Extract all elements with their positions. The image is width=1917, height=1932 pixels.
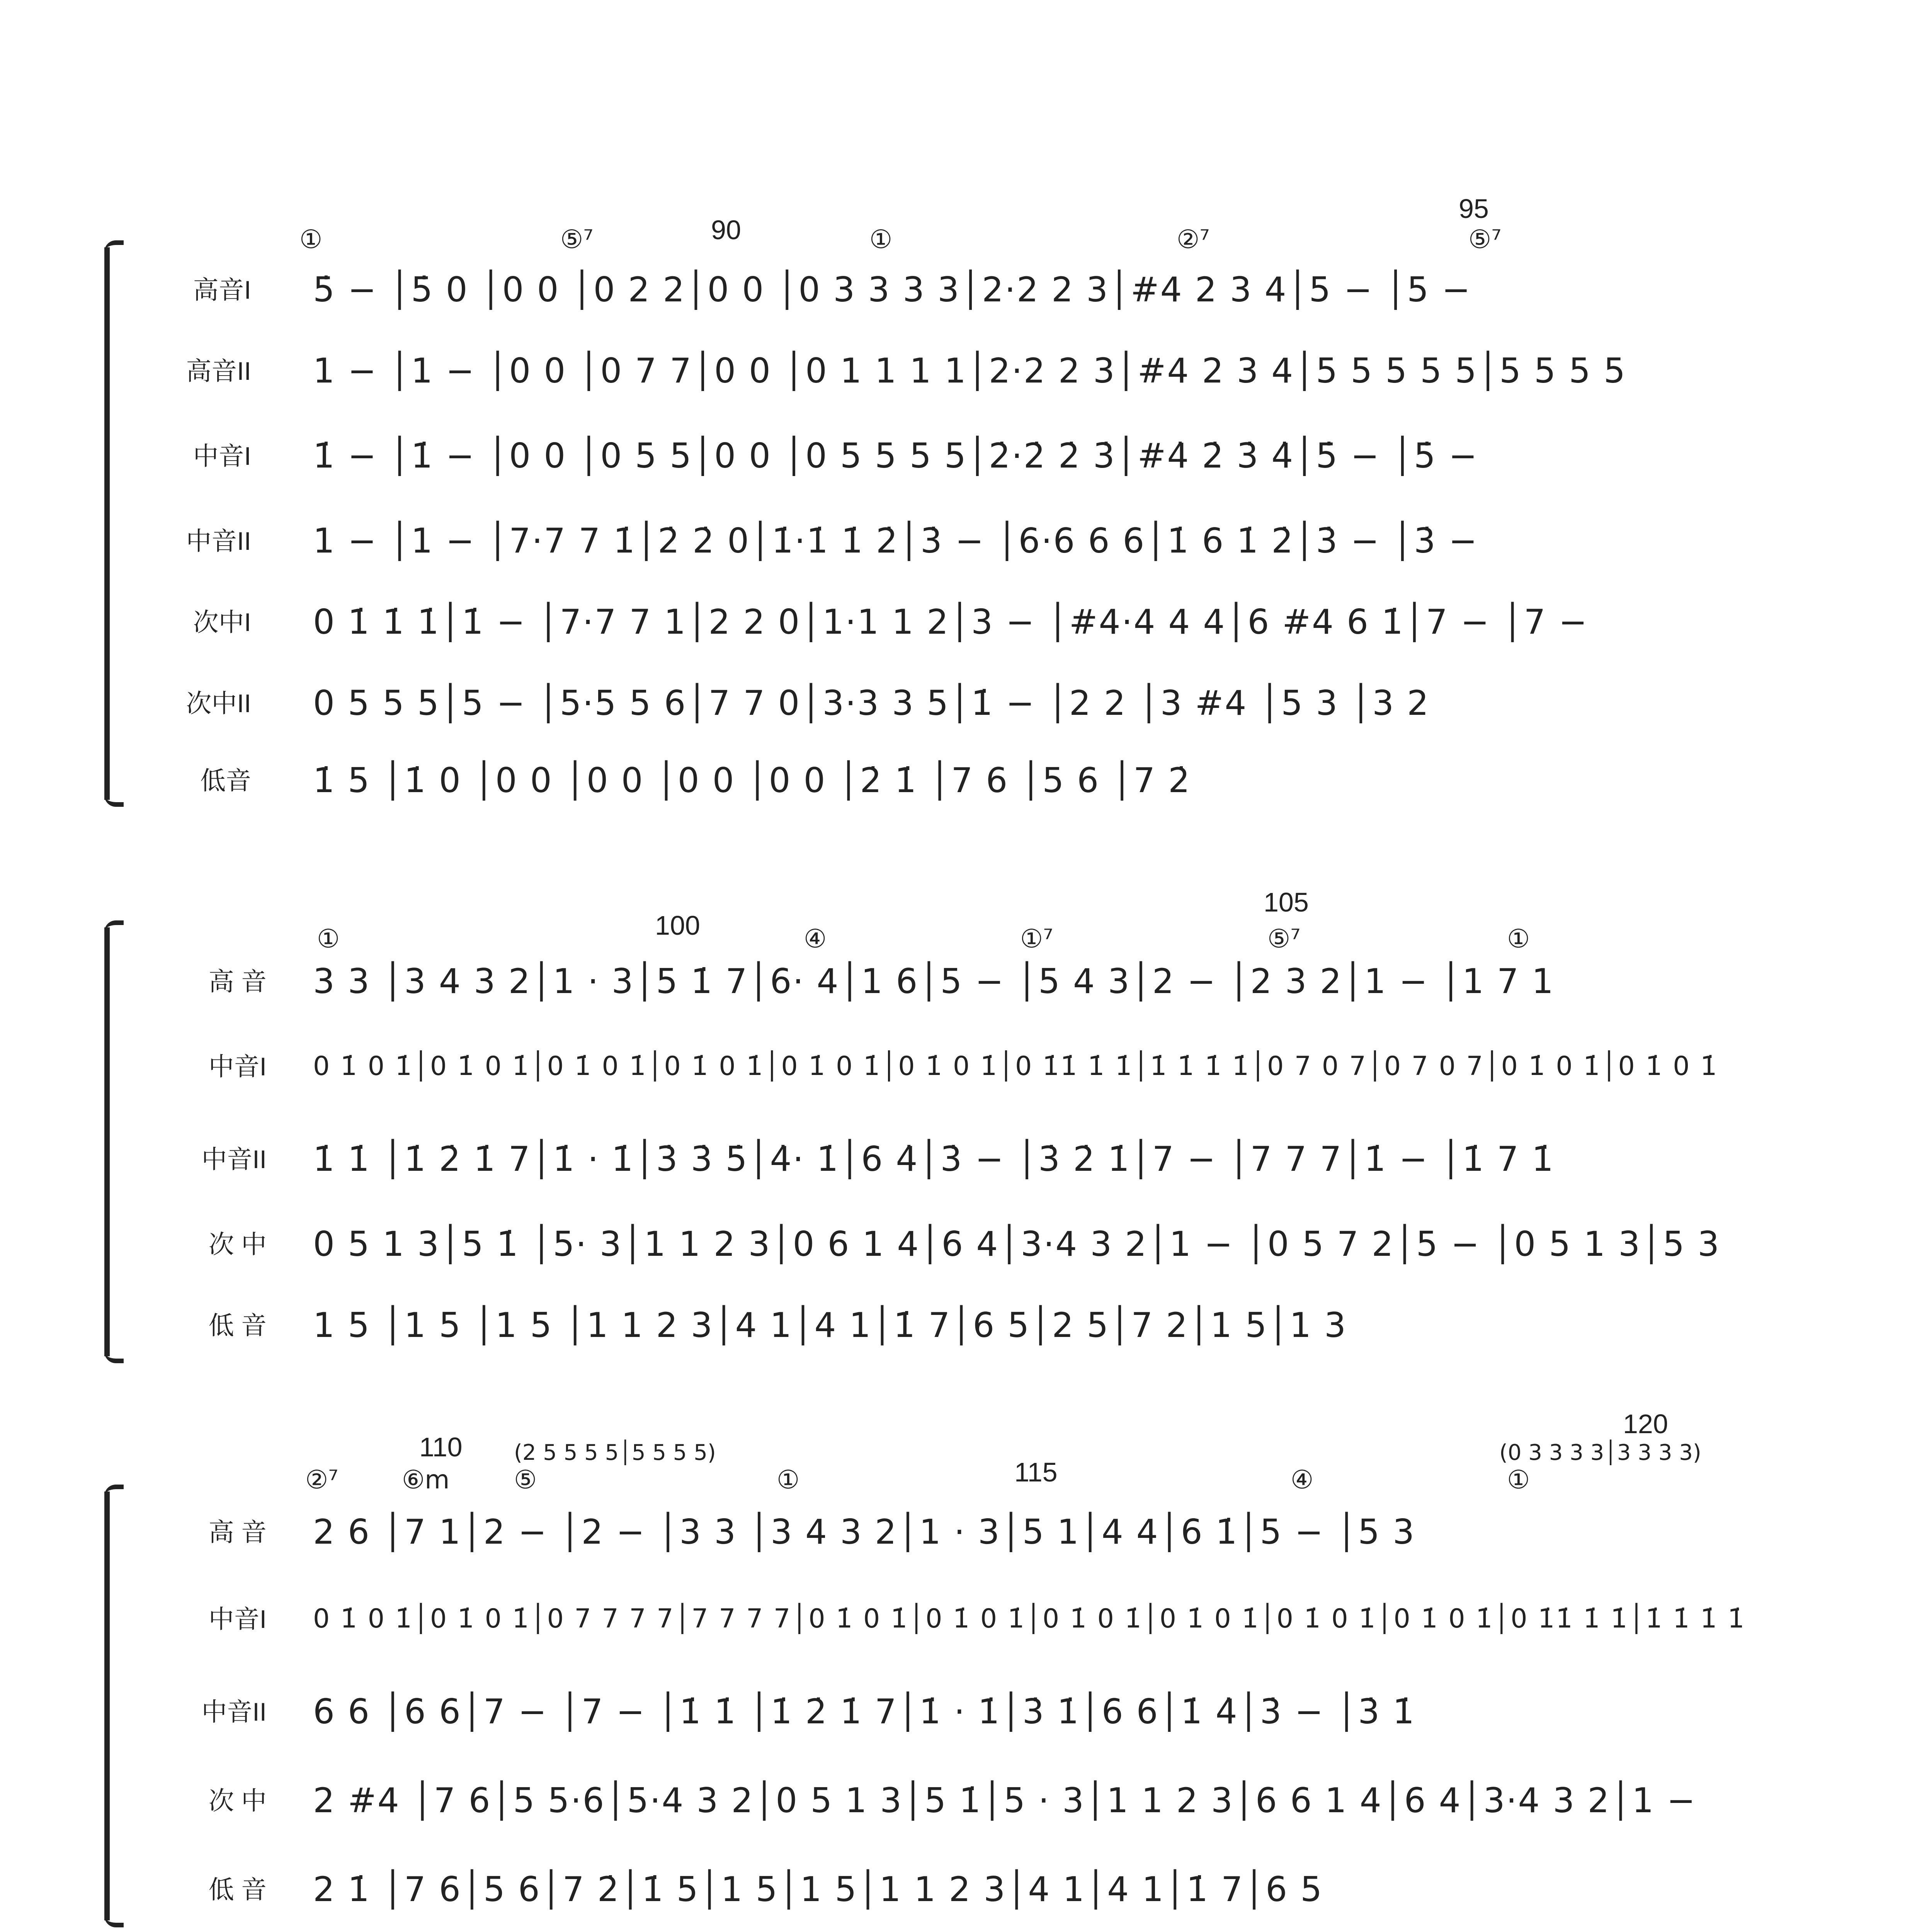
- part-line: [313, 269, 1751, 311]
- part-line: [313, 1868, 1751, 1911]
- chord-symbol: ①: [777, 1465, 800, 1495]
- notes: 0 1̇ 1̇ 1̇│1̇ − │7·7 7 1│2 2 0│1·1 1 2│3 − │#4·4 4 4│6 #4 6 1̇│7 − │7 −: [313, 602, 1589, 642]
- part-label: 高音I: [193, 276, 251, 304]
- part-label: 低 音: [208, 1311, 267, 1340]
- part-label: 中音I: [208, 1052, 267, 1081]
- part-line: [313, 1511, 1751, 1553]
- system-1-bracket: [104, 247, 118, 800]
- part-label: 中音II: [186, 527, 251, 555]
- cue-notes: (0 3 3 3 3│3 3 3 3): [1499, 1440, 1701, 1465]
- part-line: [313, 1598, 1751, 1640]
- notes: 1̇ 1̇ │1̇ 2̇ 1̇ 7│1̇ · 1̇│3̇ 3̇ 5̇│4̇· 1̇│6 4̇│3̇ − │3̇ 2̇ 1̇│7 − │7 7 7│1̇ − │1̇ 7 1̇: [313, 1139, 1555, 1179]
- chord-symbol: ①: [1507, 1465, 1530, 1495]
- part-label: 低 音: [208, 1875, 267, 1904]
- chord-symbol: ④: [1291, 1465, 1314, 1495]
- chord-symbol: ①: [869, 224, 893, 254]
- chord-symbol: ⑤⁷: [1267, 924, 1301, 954]
- part-label: 低音: [200, 766, 251, 795]
- notes: 3 3 │3 4 3 2│1 · 3│5 1̇ 7│6· 4│1 6│5 − │5 4 3│2 − │2 3 2│1 − │1 7 1: [313, 961, 1555, 1001]
- part-label: 高 音: [208, 1518, 267, 1546]
- chord-symbol: ②⁷: [1177, 224, 1210, 254]
- part-line: [313, 435, 1751, 477]
- notes: 1̇ 5 │1̇ 0 │0 0 │0 0 │0 0 │0 0 │2̇ 1̇ │7 6 │5 6 │7 2̇: [313, 760, 1191, 800]
- part-label: 次 中: [208, 1786, 267, 1815]
- part-label: 高 音: [208, 967, 267, 996]
- notes: 0 5 5 5│5 − │5·5 5 6│7 7 0│3·3 3 5│1̇ − │2 2 │3 #4 │5 3 │3 2: [313, 683, 1430, 723]
- part-label: 高音II: [186, 357, 251, 385]
- chord-symbol: ①: [1507, 924, 1530, 954]
- part-line: [313, 759, 1751, 802]
- part-line: [313, 1223, 1751, 1265]
- notes: 0 1̇ 0 1̇│0 1̇ 0 1̇│0 1̇ 0 1̇│0 1̇ 0 1̇│0 1̇ 0 1̇│0 1̇ 0 1̇│0 1̇1̇ 1̇ 1̇│1̇ 1̇ 1̇ 1̇│0 7 0 7│0 7 0 7│0 1̇ 0 1̇│0 1̇ 0 1̇: [313, 1051, 1718, 1082]
- part-label: 中音II: [201, 1697, 267, 1726]
- notes: 6 6 │6 6│7 − │7 − │1̇ 1̇ │1̇ 2̇ 1̇ 7│1̇ · 1̇│3̇ 1̇│6 6│1̇ 4̇│3̇ − │3̇ 1̇: [313, 1692, 1416, 1731]
- chord-symbol: ⑥m: [402, 1465, 450, 1495]
- chord-symbol: ④: [804, 924, 827, 954]
- measure-number: 110: [419, 1432, 463, 1462]
- chord-symbol: ⑤⁷: [560, 224, 594, 254]
- notes: 1 5 │1 5 │1 5 │1 1 2 3│4 1│4 1│1̇ 7│6 5│2 5│7 2│1 5│1 3: [313, 1305, 1347, 1345]
- chord-symbol: ①⁷: [1020, 924, 1053, 954]
- notes: 1 − │1 − │0 0 │0 7 7│0 0 │0 1 1 1 1│2·2 2 3│#4 2 3 4│5 5 5 5 5│5 5 5 5: [313, 351, 1626, 391]
- part-label: 中音II: [201, 1145, 267, 1173]
- measure-number: 105: [1264, 887, 1309, 917]
- part-line: [313, 1138, 1751, 1180]
- notes: 0 1̇ 0 1̇│0 1̇ 0 1̇│0 7 7 7 7│7 7 7 7│0 1̇ 0 1̇│0 1̇ 0 1̇│0 1̇ 0 1̇│0 1̇ 0 1̇│0 1̇ 0 1̇│0 1̇ 0 1̇│0 1̇1̇ 1̇ 1̇│1̇ 1̇ 1̇ 1̇: [313, 1604, 1746, 1634]
- chord-symbol: ⑤: [514, 1465, 537, 1495]
- part-label: 中音I: [208, 1605, 267, 1633]
- notes: 1̇ − │1̇ − │0 0 │0 5 5│0 0 │0 5 5 5 5│2̇·2̇ 2̇ 3̇│#4̇ 2̇ 3̇ 4̇│5̇ − │5̇ −: [313, 436, 1478, 476]
- system-3-bracket: [104, 1492, 118, 1920]
- measure-number: 100: [655, 910, 700, 940]
- notes: 2 6 │7 1│2 − │2 − │3 3 │3 4 3 2│1 · 3│5 1│4 4│6 1̇│5 − │5 3: [313, 1512, 1416, 1552]
- part-label: 次中I: [193, 608, 251, 636]
- measure-number: 95: [1459, 194, 1489, 224]
- part-line: [313, 1779, 1751, 1822]
- chord-symbol: ⑤⁷: [1468, 224, 1502, 254]
- chord-symbol: ②⁷: [305, 1465, 338, 1495]
- part-line: [313, 520, 1751, 562]
- part-line: [313, 1045, 1751, 1088]
- part-label: 次中II: [186, 689, 251, 718]
- part-line: [313, 682, 1751, 724]
- notes: 2 #4 │7 6│5 5·6│5·4 3 2│0 5 1 3│5 1̇│5 · 3│1 1 2 3│6 6 1 4│6 4│3·4 3 2│1 −: [313, 1781, 1697, 1820]
- part-line: [313, 1304, 1751, 1347]
- chord-symbol: ①: [317, 924, 340, 954]
- part-line: [313, 601, 1751, 643]
- measure-number: 120: [1623, 1409, 1668, 1439]
- notes: 5̇ − │5̇ 0 │0 0 │0 2 2│0 0 │0 3 3 3 3│2·2 2 3│#4 2 3 4│5 − │5 −: [313, 270, 1471, 310]
- part-line: [313, 1690, 1751, 1733]
- part-line: [313, 350, 1751, 392]
- notes: 1 − │1 − │7·7 7 1̇│2̇ 2̇ 0│1̇·1̇ 1̇ 2̇│3̇ − │6·6 6 6│1̇ 6 1̇ 2̇│3̇ − │3̇ −: [313, 521, 1478, 561]
- part-line: [313, 960, 1751, 1003]
- system-2-bracket: [104, 927, 118, 1356]
- chord-symbol: ①: [299, 224, 323, 254]
- measure-number: 90: [711, 215, 741, 245]
- part-label: 中音I: [193, 442, 251, 470]
- part-label: 次 中: [208, 1230, 267, 1259]
- notes: 0 5 1 3│5 1̇ │5· 3│1 1 2 3│0 6 1 4│6 4│3·4 3 2│1 − │0 5 7 2│5 − │0 5 1 3│5 3: [313, 1224, 1721, 1264]
- notes: 2 1̇ │7 6│5 6│7 2̇│1̇ 5│1 5│1 5│1 1 2 3│4 1│4 1│1̇ 7│6 5: [313, 1869, 1323, 1909]
- measure-number: 115: [1014, 1457, 1058, 1487]
- cue-notes: (2 5 5 5 5│5 5 5 5): [514, 1440, 716, 1465]
